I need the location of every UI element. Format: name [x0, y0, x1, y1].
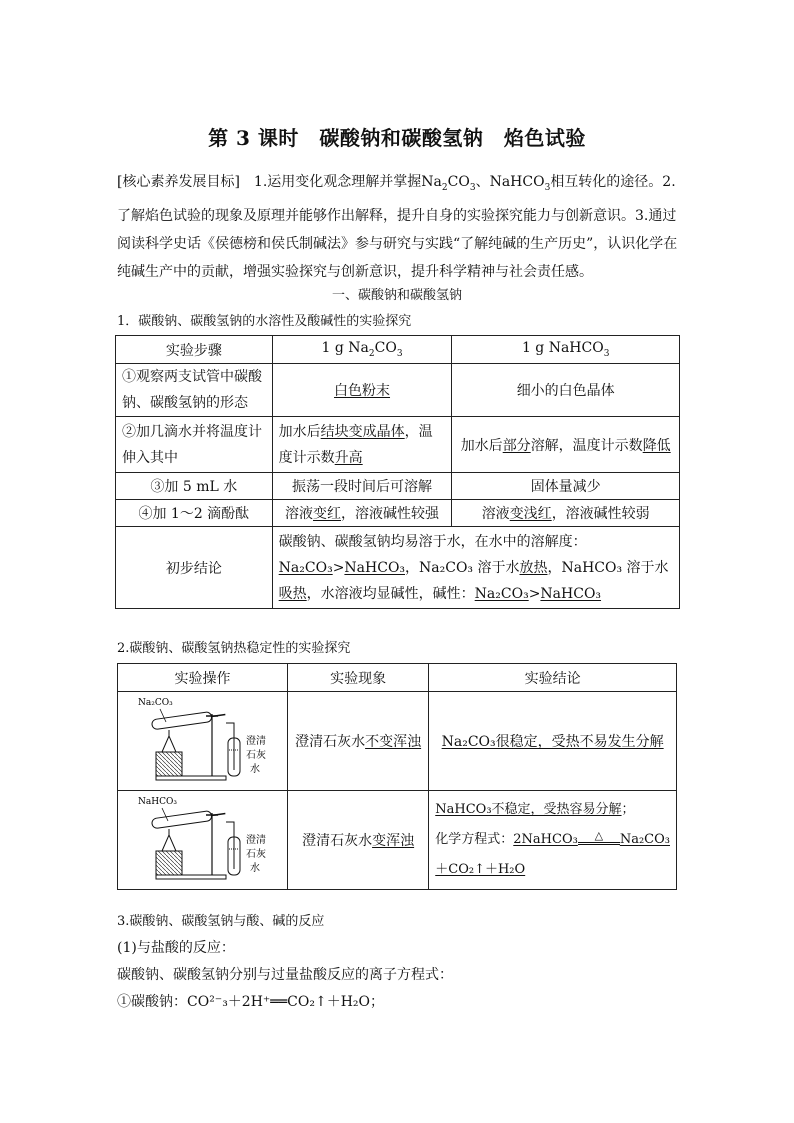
header-nahco3: 1 g NaHCO$_3$	[452, 336, 680, 364]
table-row	[116, 527, 680, 609]
question-3-subtitle: (1)与盐酸的反应：	[117, 940, 235, 956]
question-3-description: 碳酸钠、碳酸氢钠分别与过量盐酸反应的离子方程式：	[117, 967, 453, 983]
cell-na2co3: 加水后结块变成晶体，温度计示数升高	[272, 417, 452, 473]
cell-nahco3: 固体量减少	[452, 473, 680, 500]
apparatus-na2co3	[118, 692, 288, 791]
cell-step: ③加 5 mL 水	[116, 473, 273, 500]
svg-text:水: 水	[250, 764, 261, 775]
cell-step: ②加几滴水并将温度计伸入其中	[116, 417, 273, 473]
table-row	[116, 417, 680, 473]
header-phenomenon: 实验现象	[287, 664, 428, 692]
cell-na2co3: 振荡一段时间后可溶解	[272, 473, 452, 500]
table-row	[116, 473, 680, 500]
header-operation: 实验操作	[118, 664, 288, 692]
cell-na2co3: 白色粉末	[272, 364, 452, 417]
cell-conclusion: NaHCO₃不稳定，受热容易分解； 化学方程式：2NaHCO₃ △ Na₂CO₃ ＋CO₂↑＋H₂O	[429, 791, 677, 890]
cell-step: ①观察两支试管中碳酸钠、碳酸氢钠的形态	[116, 364, 273, 417]
table-row	[116, 500, 680, 527]
svg-text:Na₂CO₃: Na₂CO₃	[138, 698, 174, 708]
page-title: 第 3 课时 碳酸钠和碳酸氢钠 焰色试验	[208, 126, 586, 150]
cell-nahco3: 细小的白色晶体	[452, 364, 680, 417]
cell-phenomenon: 澄清石灰水变浑浊	[287, 791, 428, 890]
question-3-equation-1: ①碳酸钠：CO²⁻₃＋2H⁺══CO₂↑＋H₂O；	[117, 994, 384, 1010]
solubility-table	[115, 335, 680, 609]
heating-apparatus-icon	[118, 692, 286, 786]
header-na2co3: 1 g $Na_2CO_3$	[272, 336, 452, 364]
table-header-row	[118, 664, 677, 692]
intro-paragraph: [核心素养发展目标] 1.运用变化观念理解并掌握$Na_2CO_3$、NaHCO$_3$相互转化的途径。2.了解焰色试验的现象及原理并能够作出解释，提升自身的实验探究能力与创新意识。3.通过阅读科学史话《侯德榜和侯氏制碱法》参与研究与实践“了解纯碱的生产历史”，认识化学在纯碱生产中的贡献，增强实验探究与创新意识，提升科学精神与社会责任感。	[117, 174, 678, 280]
section-heading: 一、碳酸钠和碳酸氢钠	[331, 288, 462, 303]
table-row	[118, 692, 677, 791]
cell-conclusion: 碳酸钠、碳酸氢钠均易溶于水，在水中的溶解度：Na₂CO₃>NaHCO₃，Na₂CO₃ 溶于水放热，NaHCO₃ 溶于水吸热，水溶液均显碱性，碱性：Na₂CO₃>NaHCO₃	[272, 527, 679, 609]
table-row	[118, 791, 677, 890]
cell-conclusion: Na₂CO₃很稳定，受热不易发生分解	[429, 692, 677, 791]
cell-step: 初步结论	[116, 527, 273, 609]
cell-step: ④加 1～2 滴酚酞	[116, 500, 273, 527]
svg-text:水: 水	[250, 863, 261, 874]
table-row	[116, 364, 680, 417]
heating-apparatus-icon	[118, 791, 286, 885]
cell-phenomenon: 澄清石灰水不变浑浊	[287, 692, 428, 791]
cell-na2co3: 溶液变红，溶液碱性较强	[272, 500, 452, 527]
svg-text:澄清: 澄清	[246, 736, 267, 747]
table-header-row	[116, 336, 680, 364]
intro-tag: [核心素养发展目标]	[117, 174, 240, 190]
svg-text:澄清: 澄清	[246, 835, 267, 846]
cell-nahco3: 溶液变浅红，溶液碱性较弱	[452, 500, 680, 527]
question-2-title: 2.碳酸钠、碳酸氢钠热稳定性的实验探究	[117, 641, 351, 656]
apparatus-nahco3	[118, 791, 288, 890]
header-conclusion: 实验结论	[429, 664, 677, 692]
thermal-stability-table	[117, 663, 677, 890]
cell-nahco3: 加水后部分溶解，温度计示数降低	[452, 417, 680, 473]
svg-text:石灰: 石灰	[246, 849, 267, 860]
svg-text:石灰: 石灰	[246, 750, 267, 761]
header-step: 实验步骤	[116, 336, 273, 364]
svg-text:NaHCO₃: NaHCO₃	[138, 797, 178, 807]
question-1-title: 1．碳酸钠、碳酸氢钠的水溶性及酸碱性的实验探究	[117, 314, 412, 329]
question-3-title: 3.碳酸钠、碳酸氢钠与酸、碱的反应	[117, 914, 325, 929]
